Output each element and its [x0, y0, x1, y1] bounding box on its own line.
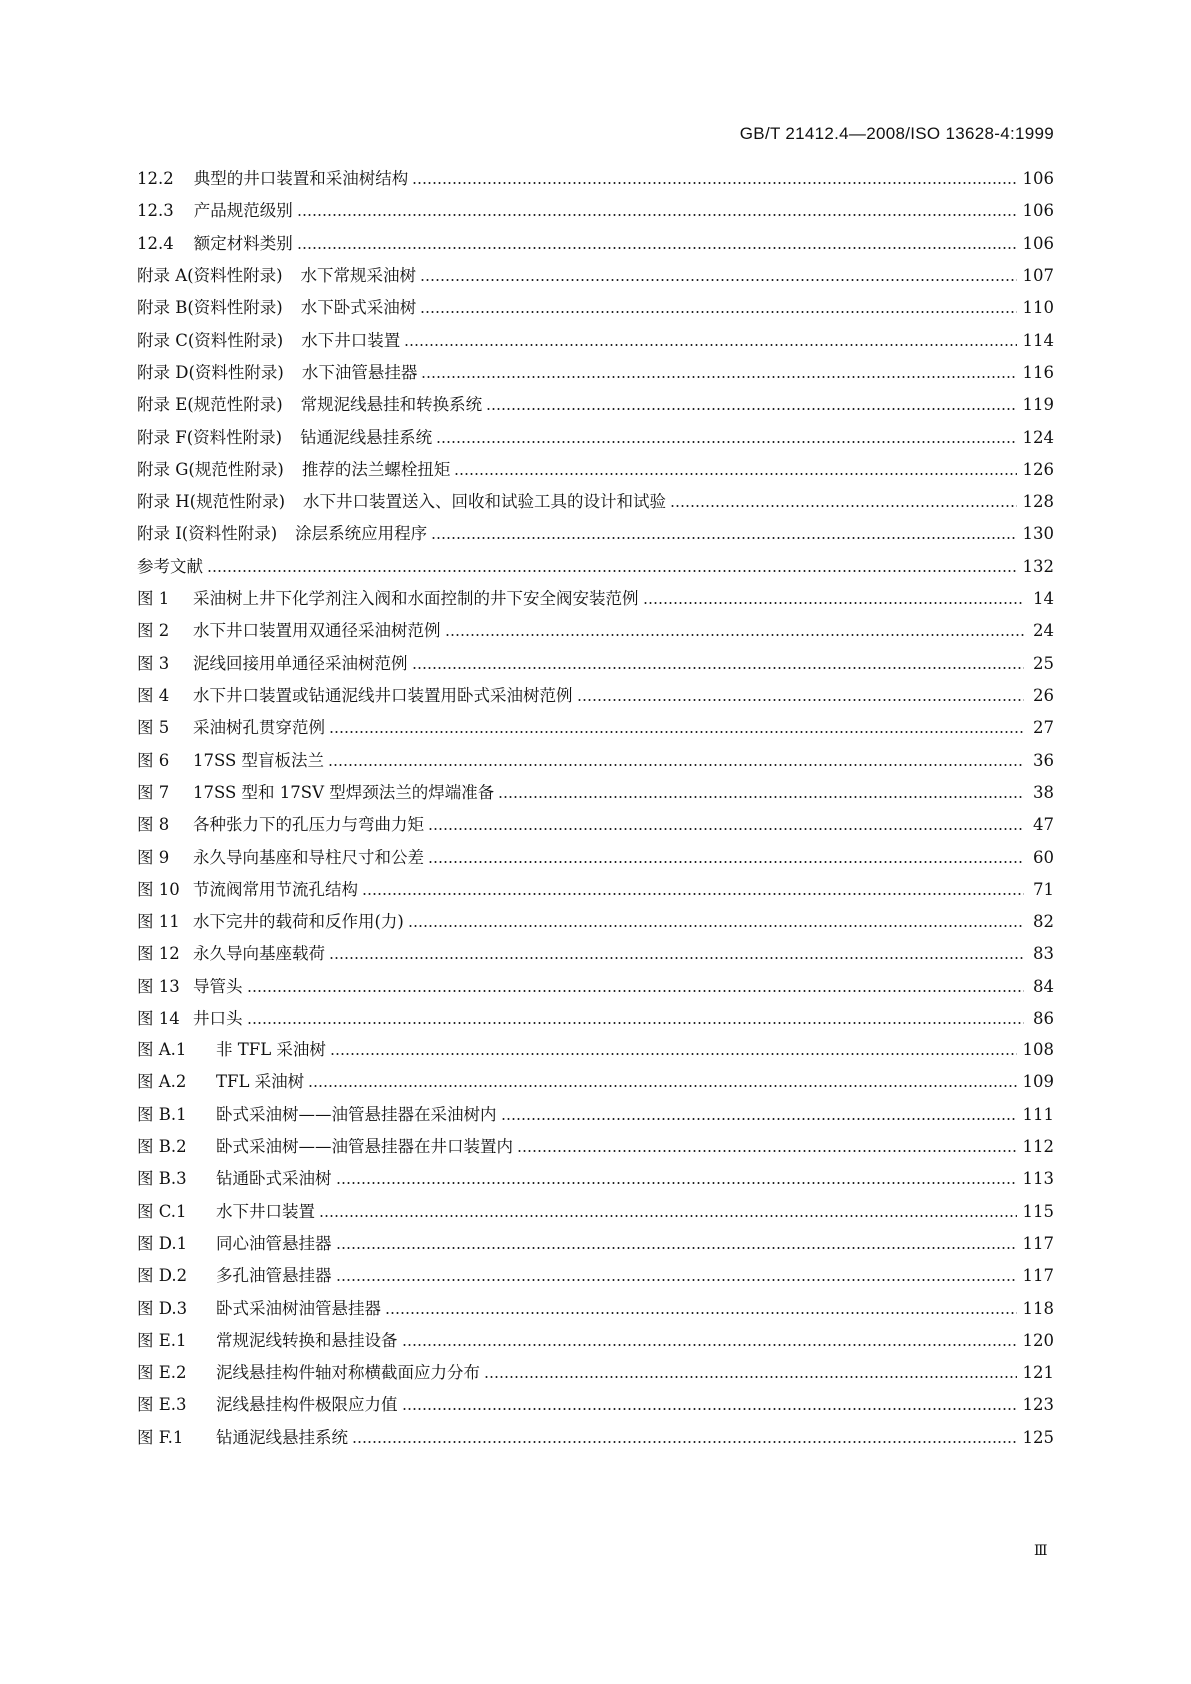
- toc-entry-number: 图 B.1: [137, 1104, 187, 1124]
- toc-entry-number: 图 A.1: [137, 1040, 187, 1060]
- toc-entry-number: 图 5: [137, 718, 170, 738]
- toc-entry-page: 26: [1033, 686, 1054, 706]
- toc-entry-page: 71: [1033, 879, 1054, 899]
- toc-entry-number: 附录 C(资料性附录): [137, 330, 284, 350]
- toc-entry-title: 17SS 型盲板法兰: [193, 750, 325, 770]
- toc-entry-title: 参考文献: [137, 556, 203, 576]
- dot-leader: [336, 1182, 1017, 1184]
- dot-leader: [385, 1312, 1017, 1314]
- dot-leader: [247, 990, 1025, 992]
- toc-entry-number: 图 13: [137, 976, 180, 996]
- toc-entry-page: 38: [1033, 782, 1054, 802]
- toc-entry: [137, 421, 1054, 453]
- toc-entry-title: 水下油管悬挂器: [301, 362, 418, 382]
- toc-entry-number: 图 8: [137, 815, 170, 835]
- toc-entry-title: 常规泥线转换和悬挂设备: [216, 1330, 398, 1350]
- toc-entry-number: 附录 A(资料性附录): [137, 266, 283, 286]
- dot-leader: [330, 1053, 1017, 1055]
- dot-leader: [297, 214, 1017, 216]
- toc-entry-number: 附录 G(规范性附录): [137, 459, 284, 479]
- dot-leader: [362, 893, 1024, 895]
- toc-entry-number: 图 A.2: [137, 1072, 187, 1092]
- toc-entry: [137, 971, 1054, 1003]
- toc-entry: [137, 874, 1054, 906]
- toc-entry-number: 图 9: [137, 847, 170, 867]
- dot-leader: [498, 796, 1024, 798]
- toc-entry: [137, 486, 1054, 518]
- toc-entry: [137, 324, 1054, 356]
- toc-entry-page: 114: [1022, 330, 1054, 350]
- dot-leader: [420, 311, 1016, 313]
- dot-leader: [247, 1022, 1025, 1024]
- toc-entry-number: 图 D.1: [137, 1233, 188, 1253]
- dot-leader: [308, 1085, 1016, 1087]
- toc-entry: [137, 1131, 1054, 1163]
- dot-leader: [336, 1247, 1017, 1249]
- toc-entry-title: 同心油管悬挂器: [216, 1233, 332, 1253]
- toc-entry-number: 附录 I(资料性附录): [137, 524, 278, 544]
- toc-entry-page: 119: [1022, 395, 1054, 415]
- toc-entry: [137, 195, 1054, 227]
- toc-entry-number: 图 6: [137, 750, 170, 770]
- toc-entry-title: 井口头: [193, 1009, 243, 1028]
- toc-entry-page: 86: [1033, 1009, 1054, 1028]
- dot-leader: [428, 828, 1024, 830]
- toc-entry-page: 107: [1022, 266, 1054, 286]
- toc-entry-page: 106: [1022, 169, 1054, 189]
- toc-entry-number: 图 B.3: [137, 1169, 187, 1189]
- toc-entry-title: 导管头: [193, 976, 243, 996]
- toc-entry-number: 12.3: [137, 201, 174, 221]
- dot-leader: [454, 473, 1016, 475]
- dot-leader: [643, 602, 1025, 604]
- toc-entry-page: 106: [1022, 233, 1054, 253]
- toc-entry-title: 推荐的法兰螺栓扭矩: [301, 459, 451, 479]
- toc-entry-number: 附录 H(规范性附录): [137, 492, 286, 512]
- toc-entry: [137, 615, 1054, 647]
- toc-entry-title: 水下井口装置或钻通泥线井口装置用卧式采油树范例: [193, 686, 573, 706]
- dot-leader: [412, 182, 1016, 184]
- toc-entry: [137, 163, 1054, 195]
- toc-entry-page: 84: [1033, 976, 1054, 996]
- toc-entry: [137, 1389, 1054, 1421]
- toc-entry-page: 116: [1022, 362, 1054, 382]
- toc-entry-title: 水下井口装置: [216, 1201, 315, 1221]
- toc-entry: [137, 357, 1054, 389]
- toc-entry: [137, 1099, 1054, 1131]
- toc-entry: [137, 777, 1054, 809]
- toc-entry: [137, 1292, 1054, 1324]
- toc-entry-page: 27: [1033, 718, 1054, 738]
- toc-entry: [137, 744, 1054, 776]
- dot-leader: [408, 925, 1024, 927]
- dot-leader: [336, 1279, 1017, 1281]
- toc-entry-page: 117: [1022, 1266, 1054, 1286]
- toc-entry-title: 额定材料类别: [193, 233, 293, 253]
- toc-entry-page: 126: [1022, 459, 1054, 479]
- toc-entry-number: 图 F.1: [137, 1427, 184, 1447]
- toc-entry-page: 25: [1033, 653, 1054, 673]
- toc-entry-page: 124: [1022, 427, 1054, 447]
- dot-leader: [517, 1150, 1017, 1152]
- toc-entry-title: 非 TFL 采油树: [216, 1040, 326, 1060]
- toc-entry-number: 附录 F(资料性附录): [137, 427, 283, 447]
- toc-entry-page: 123: [1022, 1395, 1054, 1415]
- toc-entry-number: 附录 B(资料性附录): [137, 298, 283, 318]
- toc-entry: [137, 841, 1054, 873]
- dot-leader: [328, 764, 1024, 766]
- toc-entry-title: 水下井口装置: [301, 330, 401, 350]
- toc-entry-title: 涂层系统应用程序: [295, 524, 428, 544]
- toc-section-appendices: [137, 163, 1054, 583]
- toc-entry-title: 17SS 型和 17SV 型焊颈法兰的焊端准备: [193, 782, 495, 802]
- toc-entry: [137, 1195, 1054, 1227]
- dot-leader: [436, 441, 1016, 443]
- toc-entry: [137, 518, 1054, 550]
- toc-entry-page: 130: [1022, 524, 1054, 544]
- toc-entry: [137, 583, 1054, 615]
- toc-entry-page: 117: [1022, 1233, 1054, 1253]
- toc-entry-title: 永久导向基座和导柱尺寸和公差: [193, 847, 424, 867]
- toc-entry-title: 卧式采油树油管悬挂器: [216, 1298, 381, 1318]
- toc-entry-title: 水下常规采油树: [300, 266, 417, 286]
- toc-entry-number: 图 B.2: [137, 1137, 187, 1157]
- toc-entry-number: 图 D.3: [137, 1298, 188, 1318]
- toc-entry-title: 产品规范级别: [193, 201, 293, 221]
- toc-entry-title: 采油树上井下化学剂注入阀和水面控制的井下安全阀安装范例: [193, 589, 639, 609]
- toc-entry-title: 节流阀常用节流孔结构: [193, 879, 358, 899]
- dot-leader: [486, 408, 1016, 410]
- dot-leader: [297, 247, 1017, 249]
- toc-entry-page: 113: [1022, 1169, 1054, 1189]
- dot-leader: [670, 505, 1016, 507]
- toc-entry-number: 附录 E(规范性附录): [137, 395, 283, 415]
- toc-section-appendix-figures: [137, 1034, 1054, 1454]
- toc-entry-page: 109: [1022, 1072, 1054, 1092]
- toc-entry-number: 图 4: [137, 686, 170, 706]
- dot-leader: [352, 1441, 1017, 1443]
- toc-entry: [137, 648, 1054, 680]
- dot-leader: [420, 279, 1016, 281]
- toc-entry-page: 36: [1033, 750, 1054, 770]
- toc-entry-number: 图 12: [137, 944, 180, 964]
- dot-leader: [428, 861, 1024, 863]
- toc-entry: [137, 680, 1054, 712]
- toc-entry-title: 采油树孔贯穿范例: [193, 718, 325, 738]
- toc-entry-page: 121: [1022, 1363, 1054, 1383]
- toc-entry-title: 水下完井的载荷和反作用(力): [193, 912, 404, 932]
- toc-entry-title: 卧式采油树——油管悬挂器在井口装置内: [216, 1137, 513, 1157]
- toc-entry-title: 卧式采油树——油管悬挂器在采油树内: [216, 1104, 497, 1124]
- dot-leader: [404, 344, 1016, 346]
- toc-entry: [137, 1066, 1054, 1098]
- toc-entry-number: 图 14: [137, 1009, 180, 1028]
- toc-entry-page: 24: [1033, 621, 1054, 641]
- toc-entry-title: 水下井口装置用双通径采油树范例: [193, 621, 441, 641]
- toc-entry-number: 图 E.3: [137, 1395, 187, 1415]
- toc-entry: [137, 1034, 1054, 1066]
- dot-leader: [577, 699, 1025, 701]
- toc-entry-title: 常规泥线悬挂和转换系统: [300, 395, 483, 415]
- dot-leader: [412, 667, 1025, 669]
- toc-entry: [137, 938, 1054, 970]
- toc-entry-page: 108: [1022, 1040, 1054, 1060]
- toc-entry-page: 82: [1033, 912, 1054, 932]
- toc-entry-number: 图 7: [137, 782, 170, 802]
- toc-entry: [137, 1228, 1054, 1260]
- dot-leader: [329, 957, 1024, 959]
- toc-entry-number: 图 E.2: [137, 1363, 187, 1383]
- dot-leader: [445, 634, 1025, 636]
- toc-section-figures: [137, 583, 1054, 1035]
- toc-entry-title: 水下卧式采油树: [300, 298, 417, 318]
- toc-entry: [137, 389, 1054, 421]
- toc-entry: [137, 551, 1054, 583]
- toc-entry-title: 多孔油管悬挂器: [216, 1266, 332, 1286]
- toc-entry: [137, 1163, 1054, 1195]
- dot-leader: [421, 376, 1016, 378]
- toc-entry-title: 各种张力下的孔压力与弯曲力矩: [193, 815, 424, 835]
- toc-entry: [137, 292, 1054, 324]
- toc-entry-title: 典型的井口装置和采油树结构: [193, 169, 409, 189]
- toc-entry: [137, 906, 1054, 938]
- toc-entry-page: 14: [1033, 589, 1054, 609]
- toc-entry-page: 118: [1022, 1298, 1054, 1318]
- toc-entry-number: 图 C.1: [137, 1201, 187, 1221]
- dot-leader: [484, 1376, 1017, 1378]
- toc-entry-title: 水下井口装置送入、回收和试验工具的设计和试验: [303, 492, 667, 512]
- toc-entry-page: 125: [1022, 1427, 1054, 1447]
- toc-entry-page: 106: [1022, 201, 1054, 221]
- toc-entry-number: 图 E.1: [137, 1330, 187, 1350]
- toc-entry-page: 112: [1022, 1137, 1054, 1157]
- dot-leader: [207, 570, 1017, 572]
- toc-entry-number: 图 11: [137, 912, 180, 932]
- toc-entry-title: 泥线悬挂构件轴对称横截面应力分布: [216, 1363, 480, 1383]
- dot-leader: [431, 537, 1016, 539]
- toc-entry-page: 60: [1033, 847, 1054, 867]
- toc-entry-page: 115: [1022, 1201, 1054, 1221]
- toc-entry: [137, 228, 1054, 260]
- toc-entry-title: 泥线悬挂构件极限应力值: [216, 1395, 398, 1415]
- toc-entry-number: 图 2: [137, 621, 170, 641]
- page-number-footer: Ⅲ: [1034, 1543, 1048, 1559]
- toc-entry-number: 图 1: [137, 589, 170, 609]
- toc-entry-number: 12.4: [137, 233, 174, 253]
- toc-entry-title: 钻通泥线悬挂系统: [300, 427, 433, 447]
- toc-entry-page: 120: [1022, 1330, 1054, 1350]
- toc-entry-title: 钻通泥线悬挂系统: [216, 1427, 348, 1447]
- toc-entry: [137, 260, 1054, 292]
- toc-entry-number: 附录 D(资料性附录): [137, 362, 284, 382]
- toc-entry-page: 47: [1033, 815, 1054, 835]
- dot-leader: [319, 1215, 1017, 1217]
- toc-entry-title: 钻通卧式采油树: [216, 1169, 332, 1189]
- toc-entry-number: 图 D.2: [137, 1266, 188, 1286]
- toc-entry: [137, 1422, 1054, 1454]
- toc-entry-title: 永久导向基座载荷: [193, 944, 325, 964]
- standard-number-header: GB/T 21412.4—2008/ISO 13628-4:1999: [739, 124, 1054, 143]
- toc-entry-number: 12.2: [137, 169, 174, 189]
- dot-leader: [501, 1118, 1017, 1120]
- toc-entry-title: TFL 采油树: [216, 1072, 305, 1092]
- toc-entry: [137, 809, 1054, 841]
- toc-entry: [137, 1357, 1054, 1389]
- toc-entry-page: 83: [1033, 944, 1054, 964]
- dot-leader: [329, 731, 1024, 733]
- toc-entry: [137, 712, 1054, 744]
- dot-leader: [402, 1408, 1017, 1410]
- toc-entry: [137, 1003, 1054, 1035]
- toc-entry-page: 132: [1022, 556, 1054, 576]
- toc-entry-number: 图 3: [137, 653, 170, 673]
- toc-entry: [137, 1260, 1054, 1292]
- toc-entry: [137, 1325, 1054, 1357]
- toc-entry: [137, 454, 1054, 486]
- toc-entry-number: 图 10: [137, 879, 180, 899]
- toc-entry-page: 128: [1022, 492, 1054, 512]
- toc-entry-page: 110: [1022, 298, 1054, 318]
- toc-entry-title: 泥线回接用单通径采油树范例: [193, 653, 408, 673]
- dot-leader: [402, 1344, 1017, 1346]
- toc-entry-page: 111: [1022, 1104, 1054, 1124]
